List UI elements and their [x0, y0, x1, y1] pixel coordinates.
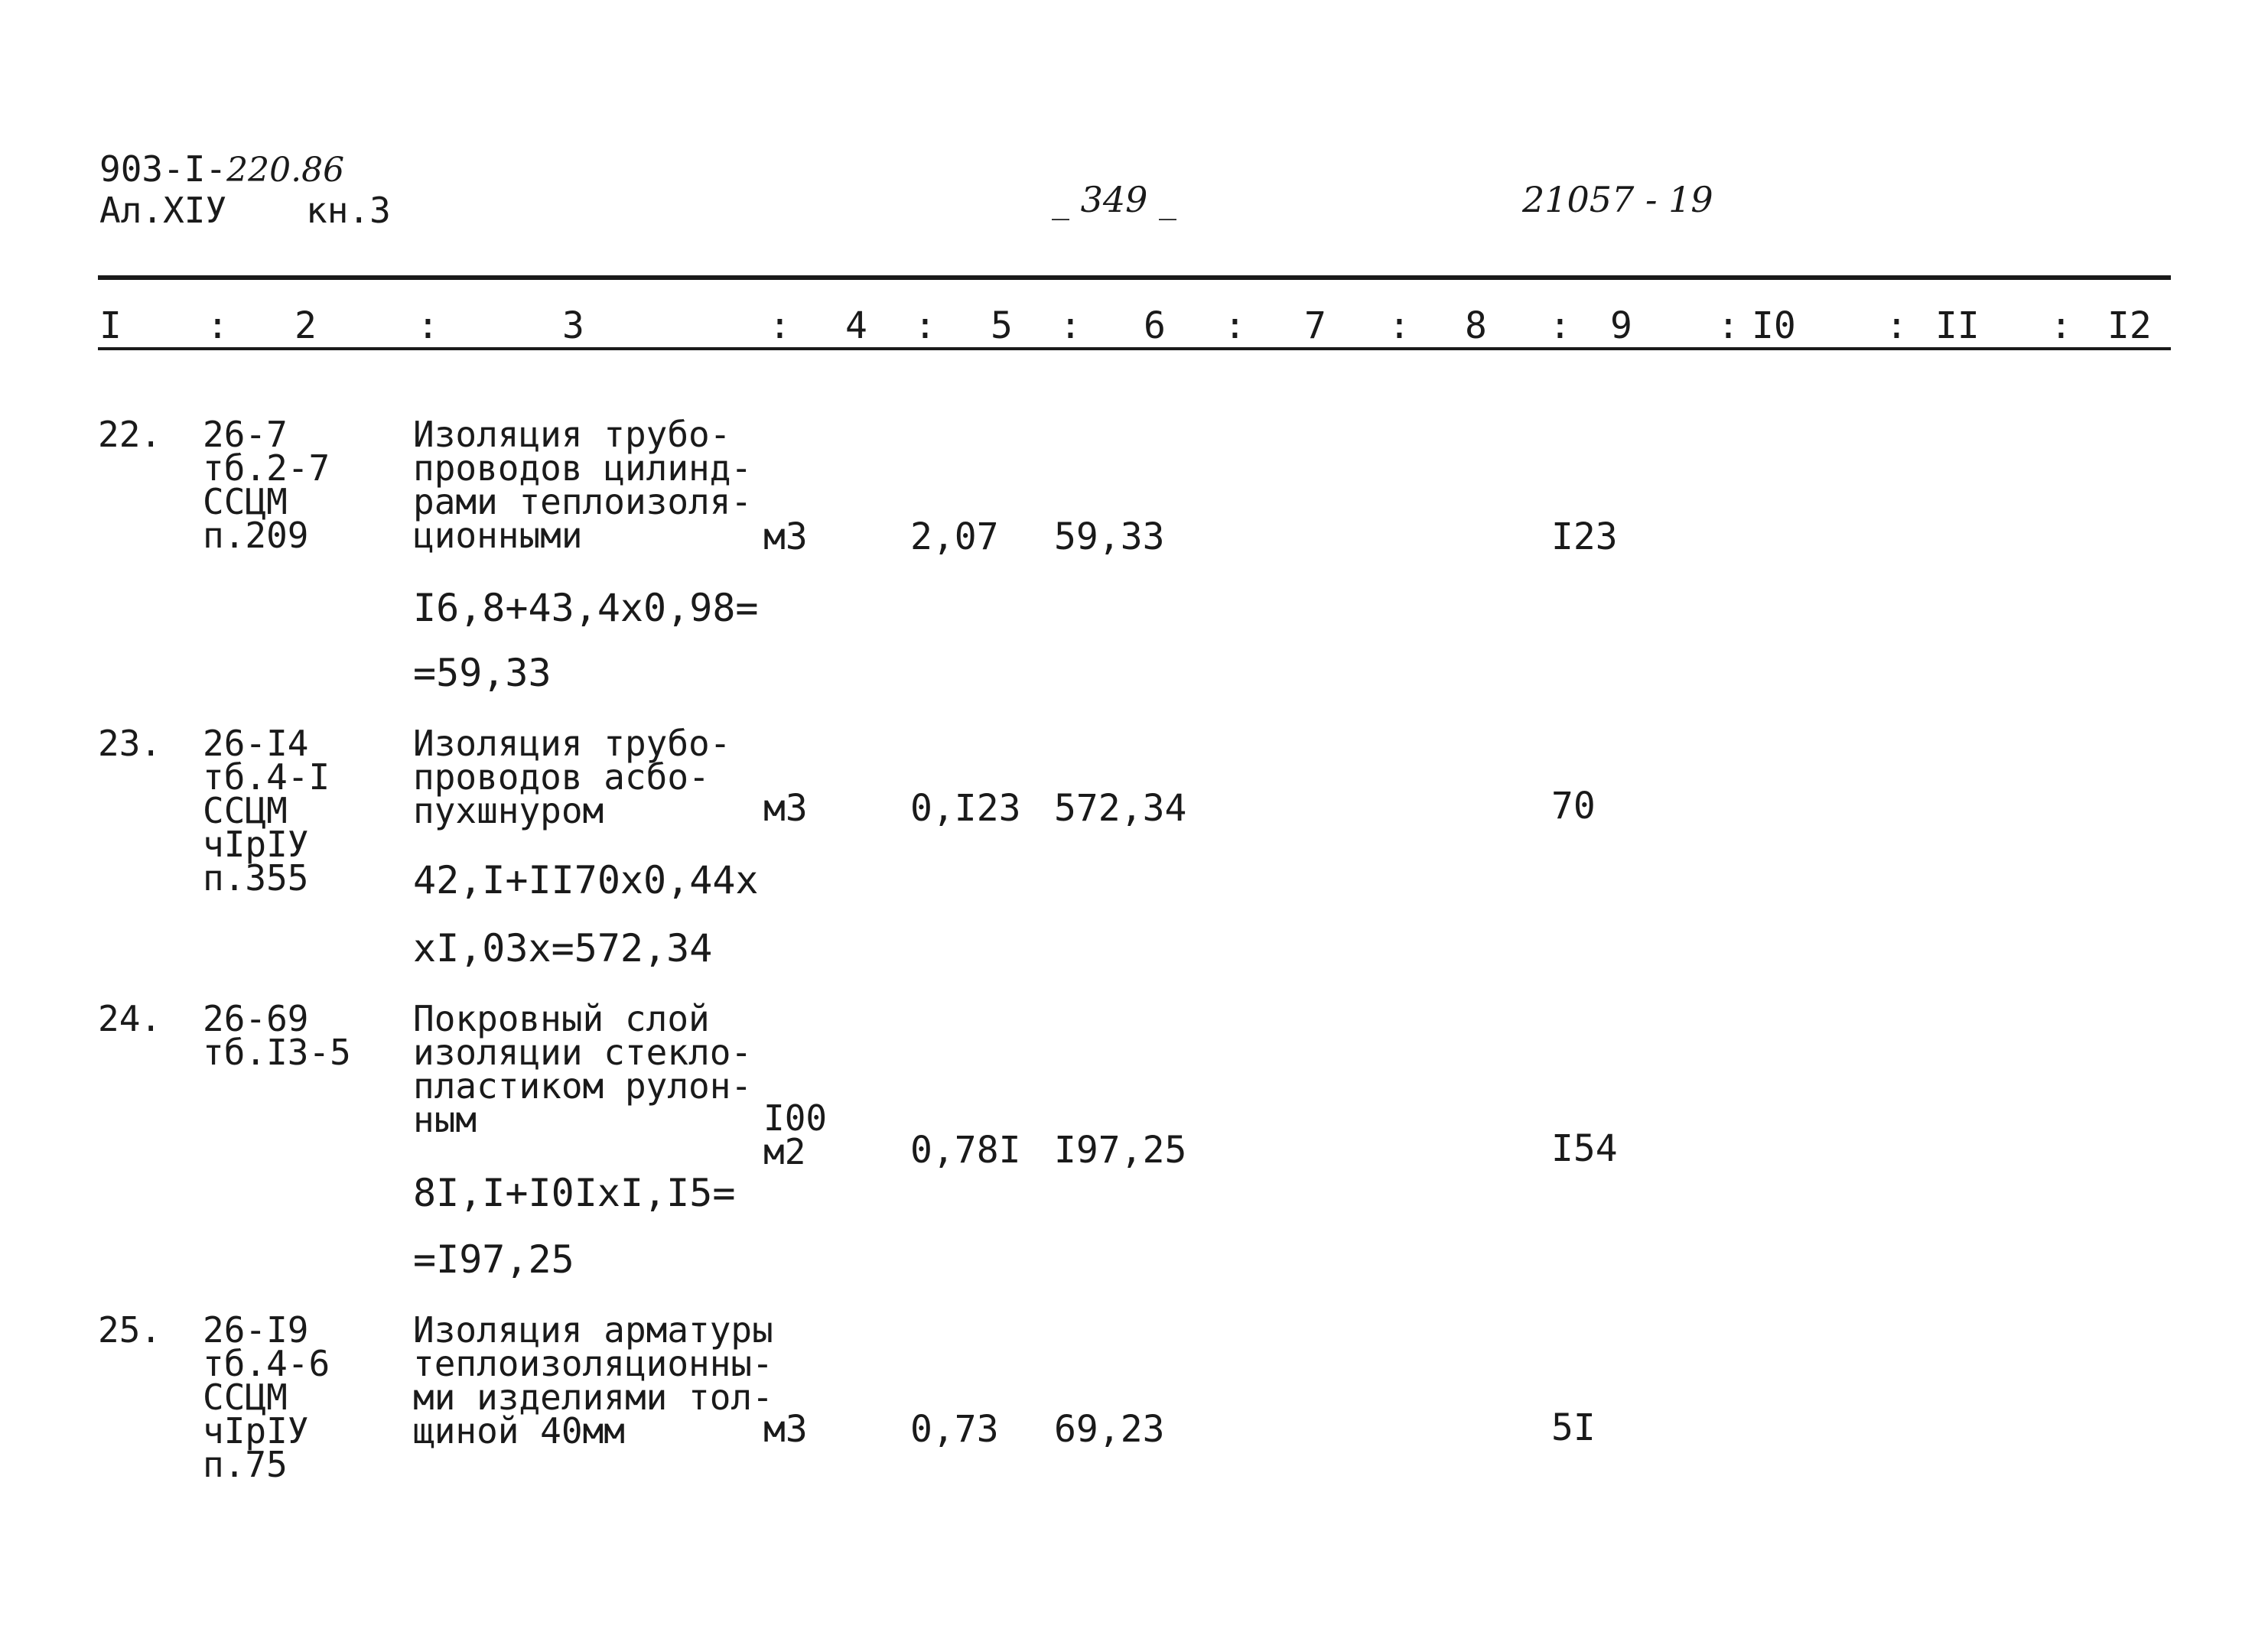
column-separator: :	[2050, 304, 2072, 347]
row-unit: м3	[763, 787, 808, 830]
row-price: 0,I23	[910, 787, 1021, 830]
row-quantity: 69,23	[1054, 1408, 1165, 1451]
doc-code: 903-I-220.86	[99, 148, 345, 190]
row-description: Покровный слой изоляции стекло- пластиком рулон- ным	[413, 998, 753, 1140]
column-separator: :	[1059, 304, 1082, 347]
column-separator: :	[1549, 304, 1571, 347]
row-code: 26-69 тб.I3-5	[203, 998, 351, 1073]
row-description: Изоляция трубо- проводов цилинд- рами теплоизоля- ционными	[413, 414, 753, 556]
column-separator: :	[769, 304, 791, 347]
row-code: 26-I9 тб.4-6 ССЦМ чIpIУ п.75	[203, 1309, 330, 1485]
row-price: 2,07	[910, 515, 999, 558]
column-header-rule	[98, 347, 2171, 350]
column-header-11: II	[1935, 304, 1980, 347]
column-header-7: 7	[1304, 304, 1326, 347]
column-header-6: 6	[1144, 304, 1166, 347]
row-unit: м3	[763, 515, 808, 558]
column-header-4: 4	[845, 304, 867, 347]
column-header-2: 2	[294, 304, 317, 347]
row-code: 26-I4 тб.4-I ССЦМ чIpIУ п.355	[203, 723, 330, 899]
column-header-3: 3	[562, 304, 584, 347]
row-calculation: xI,03x=572,34	[413, 926, 713, 970]
document-number: 21057 - 19	[1522, 179, 1713, 220]
row-number: 23.	[98, 723, 162, 764]
row-quantity: I97,25	[1054, 1129, 1187, 1172]
row-quantity: 59,33	[1054, 515, 1165, 558]
book-label: кн.3	[306, 190, 391, 231]
doc-code-handwritten: 220.86	[226, 151, 345, 190]
row-price: 0,78I	[910, 1129, 1021, 1172]
column-header-12: I2	[2107, 304, 2152, 347]
row-calculation: 8I,I+I0IxI,I5=	[413, 1171, 736, 1215]
column-separator: :	[914, 304, 936, 347]
column-header-5: 5	[991, 304, 1013, 347]
row-calculation: =I97,25	[413, 1237, 574, 1282]
row-price: 0,73	[910, 1408, 999, 1451]
column-separator: :	[417, 304, 439, 347]
row-number: 24.	[98, 998, 162, 1039]
top-rule	[98, 275, 2171, 280]
row-unit: I00 м2	[763, 1097, 828, 1172]
row-col9: 5I	[1551, 1406, 1596, 1449]
row-description: Изоляция арматуры теплоизоляционны- ми изделиями тол- щиной 40мм	[413, 1309, 773, 1452]
row-description: Изоляция трубо- проводов асбо- пухшнуром	[413, 723, 731, 831]
column-separator: :	[207, 304, 229, 347]
page-number: _ 349 _	[1052, 179, 1177, 220]
row-quantity: 572,34	[1054, 787, 1187, 830]
row-number: 25.	[98, 1309, 162, 1351]
album-label: Ал.XIУ	[99, 190, 227, 231]
column-header-10: I0	[1752, 304, 1796, 347]
row-unit: м3	[763, 1408, 808, 1451]
row-calculation: I6,8+43,4x0,98=	[413, 586, 759, 630]
column-header-8: 8	[1465, 304, 1487, 347]
row-col9: 70	[1551, 785, 1596, 827]
row-col9: I54	[1551, 1127, 1618, 1170]
column-separator: :	[1388, 304, 1411, 347]
column-separator: :	[1886, 304, 1908, 347]
column-header-9: 9	[1610, 304, 1632, 347]
row-calculation: =59,33	[413, 651, 552, 695]
row-number: 22.	[98, 414, 162, 455]
column-separator: :	[1717, 304, 1739, 347]
column-header-1: I	[99, 304, 122, 347]
row-code: 26-7 тб.2-7 ССЦМ п.209	[203, 414, 330, 556]
row-col9: I23	[1551, 515, 1618, 558]
column-separator: :	[1224, 304, 1246, 347]
row-calculation: 42,I+II70x0,44x	[413, 858, 759, 902]
